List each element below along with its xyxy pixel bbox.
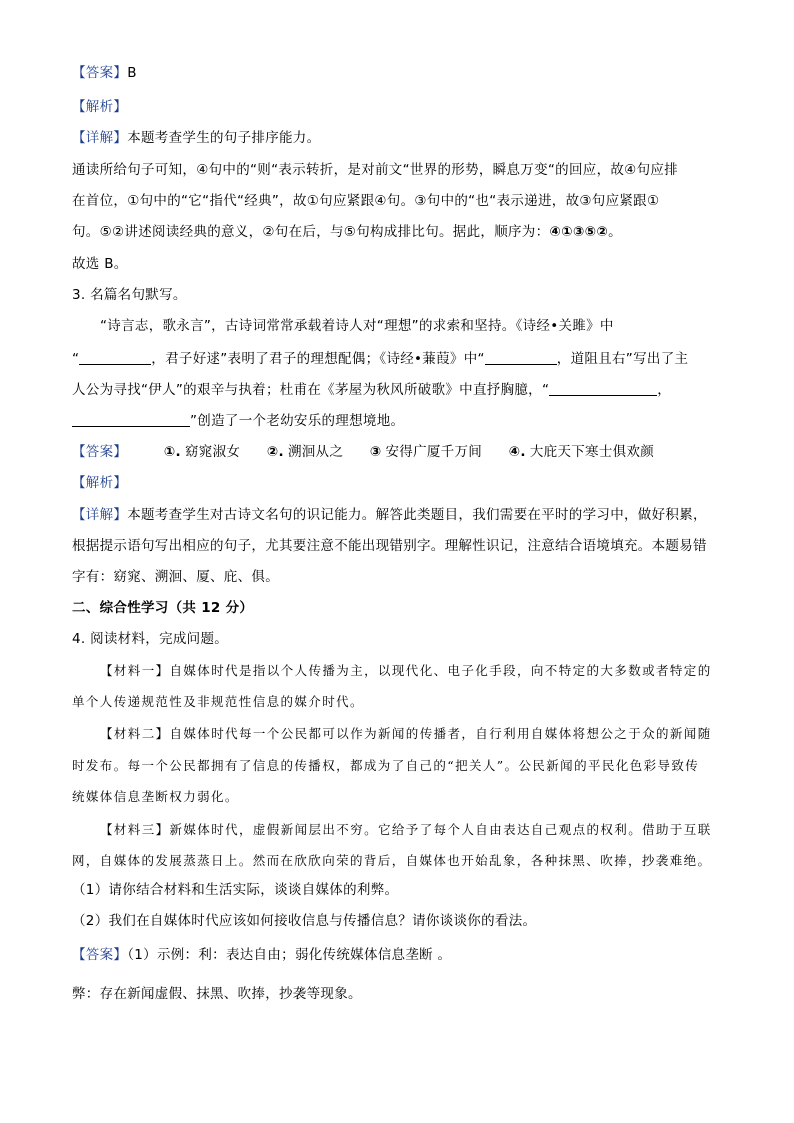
fill-blank-4[interactable] [72,412,190,427]
detail-tag: 【详解】 [72,507,128,523]
q3-detail-line-3: 字有：窈窕、溯洄、厦、庇、俱。 [72,569,279,585]
analysis-tag: 【解析】 [72,99,128,115]
q4-subquestion-1: （1）请你结合材料和生活实际，谈谈自媒体的利弊。 [72,882,399,898]
q3-prompt-line-3 [72,380,671,400]
q3-prompt-line-4 [72,411,404,431]
q3-prompt-text: ，道阻且右”写出了主 [556,351,689,367]
q2-explanation-line-1: 通读所给句子可知，④句中的“则“表示转折，是对前文“世界的形势，瞬息万变“的回应，故④句应排 [72,162,678,178]
answer-value: B [127,65,137,81]
q2-explanation-line-2: 在首位，①句中的“它“指代“经典”，故①句应紧跟④句。③句中的“也“表示递进，故③句应紧跟① [72,193,660,209]
fill-blank-1[interactable] [79,350,151,365]
answer-text: （1）示例：利：表达自由；弱化传统媒体信息垄断 。 [127,947,452,963]
detail-text: 本题考查学生的句子排序能力。 [127,130,321,146]
q3-title: 3. 名篇名句默写。 [72,287,187,303]
q4-subquestion-2: （2）我们在自媒体时代应该如何接收信息与传播信息？请你谈谈你的看法。 [72,913,537,929]
material-3-line-1: 【材料三】新媒体时代，虚假新闻层出不穷。它给予了每个人自由表达自己观点的权利。借助于互联 [100,822,712,837]
q3-prompt-line-2 [72,349,688,369]
order-sequence: ④①③⑤② [549,224,609,240]
q4-answer-line-1 [72,945,451,965]
answer-text: 大庇天下寒士俱欢颜 [529,444,655,460]
q2-explanation-line-3 [72,222,622,242]
detail-text: 本题考查学生对古诗文名句的识记能力。解答此类题目，我们需要在平时的学习中，做好积累， [127,507,707,523]
q2-conclusion: 故选 B。 [72,256,128,272]
q3-prompt-text: 人公为寻找“伊人”的艰辛与执着；杜甫在《茅屋为秋风所破歌》中直抒胸臆，“ [72,382,550,398]
answer-number: ①. [163,444,181,460]
material-2-line-2: 时发布。每一个公民都拥有了信息的传播权，都成为了自己的“把关人”。公民新闻的平民化色彩导致传 [72,758,700,773]
q3-prompt-line-1: “诗言志，歌永言”，古诗词常常承载着诗人对“理想”的求索和坚持。《诗经•关雎》中 [100,318,614,334]
answer-item-1 [164,442,240,462]
q3-prompt-text: ”创造了一个老幼安乐的理想境地。 [190,413,405,429]
answer-tag: 【答案】 [72,65,128,81]
section-heading: 二、综合性学习（共 12 分） [72,600,254,616]
analysis-tag: 【解析】 [72,475,128,491]
q2-period: 。 [608,224,622,240]
answer-text: 溯洄从之 [287,444,344,460]
material-2-line-1: 【材料二】自媒体时代每一个公民都可以作为新闻的传播者，自行利用自媒体将想公之于众的新闻随 [100,726,712,741]
q4-title: 4. 阅读材料，完成问题。 [72,631,229,647]
answer-text: 窈窕淑女 [184,444,241,460]
q3-quote-open: “ [72,351,80,367]
q2-detail-line [72,128,320,148]
fill-blank-2[interactable] [485,350,557,365]
fill-blank-3[interactable] [549,381,657,396]
q3-comma: ， [657,382,672,398]
q3-prompt-text: ，君子好逑”表明了君子的理想配偶；《诗经•蒹葭》中“ [151,351,485,367]
answer-number: ④. [508,444,526,460]
material-3-line-2: 网，自媒体的发展蒸蒸日上。然而在欣欣向荣的背后，自媒体也开始乱象，各种抹黑、吹捧，抄袭难绝。 [72,853,712,868]
answer-number: ②. [266,444,284,460]
material-2-line-3: 统媒体信息垄断权力弱化。 [72,789,239,804]
answer-number: ③ [369,444,382,460]
material-1-line-1: 【材料一】自媒体时代是指以个人传播为主，以现代化、电子化手段，向不特定的大多数或者特定的 [100,663,712,678]
q3-detail-line-1 [72,505,707,525]
answer-item-4 [509,442,654,462]
q3-detail-line-2: 根据提示语句写出相应的句子，尤其要注意不能出现错别字。理解性识记，注意结合语境填充。本题易错 [72,538,707,554]
answer-item-3 [370,442,482,462]
q2-answer-line [72,63,137,83]
answer-text: 安得广厦千万间 [385,444,483,460]
q2-explanation-text: 句。⑤②讲述阅读经典的意义，②句在后，与⑤句构成排比句。据此，顺序为： [72,224,550,240]
answer-item-2 [267,442,343,462]
q3-answer-line [72,442,654,462]
material-1-line-2: 单个人传递规范性及非规范性信息的媒介时代。 [72,694,364,709]
detail-tag: 【详解】 [72,130,128,146]
q4-answer-line-2: 弊：存在新闻虚假、抹黑、吹捧，抄袭等现象。 [72,986,362,1002]
answer-list [164,442,654,462]
answer-tag: 【答案】 [72,947,128,963]
answer-tag: 【答案】 [72,444,128,460]
